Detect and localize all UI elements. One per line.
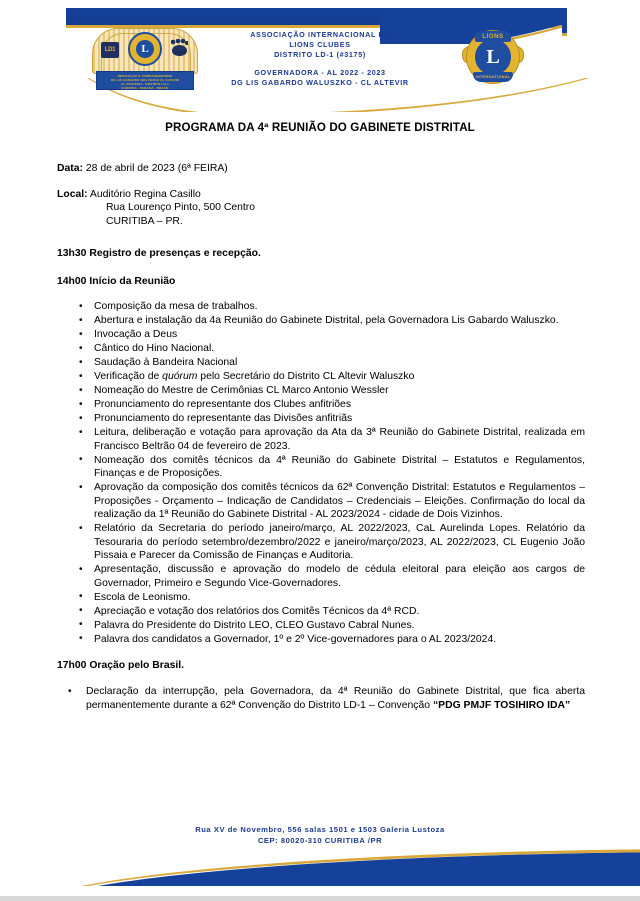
closing-list — [57, 685, 585, 712]
list-item: • Pronunciamento do representante dos Clubes anfitriões — [57, 398, 585, 412]
list-item: • Apreciação e votação dos relatórios dos Comitês Técnicos da 4ª RCD. — [57, 605, 585, 619]
closing-block — [57, 659, 585, 712]
list-item: • Composição da mesa de trabalhos. — [57, 300, 585, 314]
list-item: • Apresentação, discussão e aprovação do modelo de cédula eleitoral para eleição aos cargos de Governador, Primeiro e Segundo Vice-Governadores. — [57, 563, 585, 590]
emblem-lion-icon — [128, 32, 162, 66]
gov-line-2: DG LIS GABARDO WALUSZKO - CL ALTEVIR — [231, 77, 409, 87]
location-block — [57, 188, 585, 229]
location-line — [57, 188, 585, 202]
closing-convention-name: “PDG PMJF TOSIHIRO IDA” — [432, 699, 571, 711]
list-item: • Pronunciamento do representante das Divisões anfitriãs — [57, 412, 585, 426]
logo-bottom-word: INTERNATIONAL — [473, 72, 513, 82]
list-item: • Nomeação dos comitês técnicos da 4ª Reunião do Gabinete Distrital – Estatutos e Regulamentos, Finanças e de Proposições. — [57, 454, 585, 481]
lions-international-logo — [462, 28, 524, 90]
header-right-tab — [562, 8, 567, 36]
footer-wave-graphic — [56, 838, 640, 886]
org-line-2: LIONS CLUBES — [289, 40, 351, 50]
list-item: • Palavra dos candidatos a Governador, 1º e 2º Vice-governadores para o AL 2023/2024. — [57, 633, 585, 647]
list-item: • Leitura, deliberação e votação para aprovação da Ata da 3ª Reunião do Gabinete Distrital, realizada em Francisco Beltrão 04 de fevereiro de 2023. — [57, 426, 585, 453]
location-address-line-2: Rua Lourenço Pinto, 500 Centro — [106, 202, 256, 214]
list-item: • Escola de Leonismo. — [57, 591, 585, 605]
list-item: • Aprovação da composição dos comitês técnicos da 62ª Convenção Distrital: Estatutos e Regulamentos – Proposições - Orçamento – Indicação de Candidatos – Credenciais – Eleições. Confirmação do local da realização da 1ª Reunião do Gabinete Distrital - AL 2023/2024 - cidade de Dois Vizinhos. — [57, 481, 585, 522]
agenda-quorum-pre: Verificação de — [94, 371, 163, 383]
date-value: 28 de abril de 2023 (6ª FEIRA) — [82, 163, 228, 174]
list-item — [57, 685, 585, 712]
location-address-line-3: CURITIBA – PR. — [106, 215, 183, 227]
closing-text: Declaração da interrupção, pela Governadora, da 4ª Reunião do Gabinete Distrital, que fica aberta permanentemente durante a 62ª Convenção do Distrito LD-1 – Convenção — [86, 686, 585, 711]
page-bottom-edge — [0, 896, 640, 901]
list-item: • Relatório da Secretaria do período janeiro/março, AL 2022/2023, CaL Aurelinda Lopes. Relatório da Tesouraria do período setembro/dezembro/2022 e janeiro/março/2023, AL 2022/2023, CL Eugenio João Pissaia e Parecer da Comissão de Finanças e Auditoria. — [57, 522, 585, 563]
date-label: Data: — [57, 163, 83, 174]
footer-line-2: CEP: 80020-310 CURITIBA /PR — [257, 836, 383, 845]
location-value: Auditório Regina Casillo — [87, 188, 201, 200]
org-line-3: DISTRITO LD-1 (#3175) — [274, 50, 366, 60]
agenda-quorum-post: pelo Secretário do Distrito CL Altevir Waluszko — [197, 371, 415, 383]
list-item: • Abertura e instalação da 4a Reunião do Gabinete Distrital, pela Governadora Lis Gabardo Waluszko. — [57, 314, 585, 328]
gov-line-1: GOVERNADORA - AL 2022 - 2023 — [254, 67, 386, 77]
schedule-time-1400: 14h00 Início da Reunião — [57, 275, 176, 287]
footer-line-1: Rua XV de Novembro, 556 salas 1501 e 1503 Galeria Lustoza — [195, 825, 445, 834]
page-title: PROGRAMA DA 4ª REUNIÃO DO GABINETE DISTRITAL — [165, 121, 475, 134]
logo-letter-l: L — [486, 45, 500, 68]
header-org-text — [180, 30, 460, 88]
list-item: • Saudação à Bandeira Nacional — [57, 356, 585, 370]
footer-wave-gold-edge — [56, 849, 640, 886]
schedule-time-1700: 17h00 Oração pelo Brasil. — [57, 660, 185, 672]
list-item: • Palavra do Presidente do Distrito LEO, CLEO Gustavo Cabral Nunes. — [57, 619, 585, 633]
emblem-banner-line-2: DG LIS GABARDO WALUSZKO CL ALTEVIR — [110, 77, 180, 82]
list-item — [57, 370, 585, 384]
emblem-banner-line-4: CURITIBA - PARANÁ - BRASIL — [121, 85, 169, 90]
schedule-time-1330: 13h30 Registro de presenças e recepção. — [57, 248, 261, 260]
list-item: • Nomeação do Mestre de Cerimônias CL Marco Antonio Wessler — [57, 384, 585, 398]
document-body — [57, 162, 585, 713]
emblem-banner-line-3: AL 2022/2023 - DISTRITO LD-1 — [121, 81, 169, 86]
date-line — [57, 162, 585, 176]
list-item: • Cântico do Hino Nacional. — [57, 342, 585, 356]
org-line-1: ASSOCIAÇÃO INTERNACIONAL DE — [250, 30, 390, 39]
logo-top-word: LIONS — [475, 31, 511, 42]
list-item: • Invocação a Deus — [57, 328, 585, 342]
emblem-banner-line-1: DEDICAÇÃO E COMPANHEIRISMO — [117, 73, 173, 78]
agenda-list — [57, 300, 585, 646]
agenda-quorum-italic: quórum — [162, 371, 198, 383]
emblem-left-glyph: LD1 — [101, 42, 119, 58]
emblem-glyph-icon — [100, 40, 120, 60]
location-label: Local: — [57, 188, 88, 200]
document-header — [0, 0, 640, 112]
